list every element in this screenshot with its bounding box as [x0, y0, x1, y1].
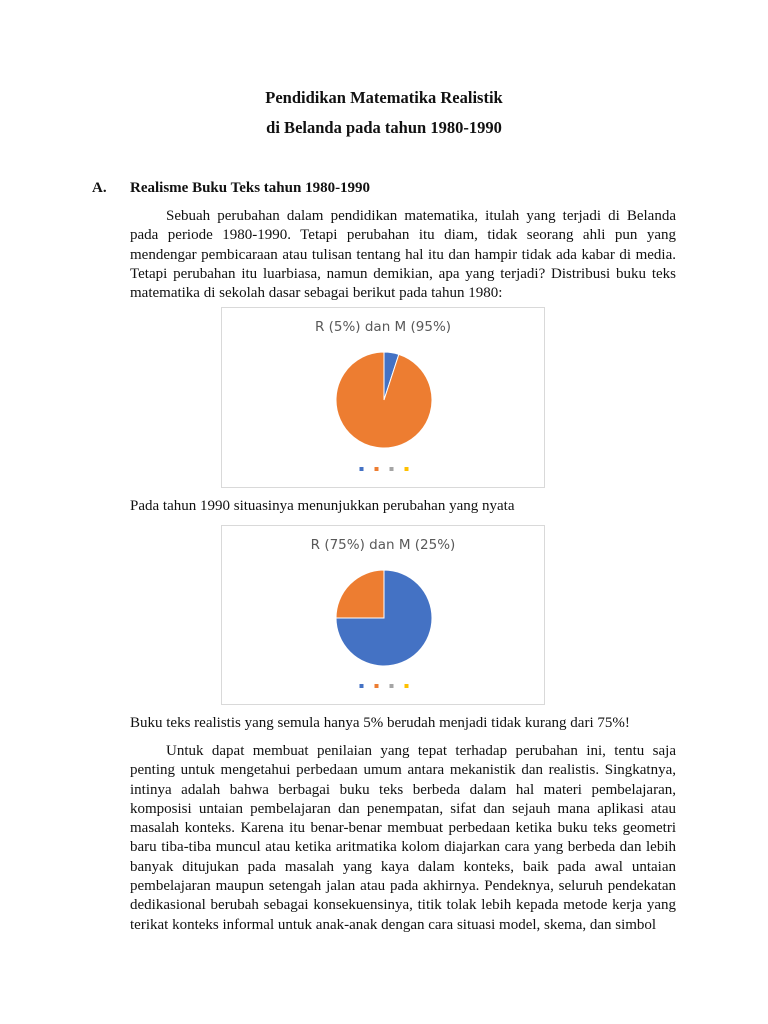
legend-marker — [405, 684, 409, 688]
paragraph-conclusion: Buku teks realistis yang semula hanya 5% berudah menjadi tidak kurang dari 75%! — [130, 715, 630, 731]
paragraph-analysis: Untuk dapat membuat penilaian yang tepat terhadap perubahan ini, tentu saja penting untuk mengetahui perbedaan umum antara mekanistik dan realistis. Singkatnya, intinya adalah bahwa berbagai buku teks berbeda dalam hal materi pembelajaran, komposisi untaian pembelajaran dan penempatan, sifat dan sejauh mana aplikasi atau masalah konteks. Karena itu benar-benar membuat perbedaan ketika buku teks geometri baru tiba-tiba muncul atau ketika aritmatika kolom diajarkan cara yang berbeda dan lebih banyak ditujukan pada masalah yang kaya dalam konteks, baik pada awal untaian pembelajaran maupun setengah jalan atau pada akhirnya. Pendeknya, seluruh pendekatan dedikasional berubah sebagai konsekuensinya, titik tolak lebih kepada metode kerja yang terikat konteks informal untuk anak-anak dengan cara situasi model, skema, dan simbol — [130, 743, 676, 933]
legend-marker — [390, 684, 394, 688]
chart-title: R (5%) dan M (95%) — [314, 319, 452, 335]
legend-marker — [375, 684, 379, 688]
paragraph-intro: Sebuah perubahan dalam pendidikan matematika, itulah yang terjadi di Belanda pada periode 1980-1990. Tetapi perubahan itu diam, tidak seorang ahli pun yang mendengar pembicaraan atau tulisan tentang hal itu dan hampir tidak ada kabar di media. Tetapi perubahan itu luarbiasa, namun demikian, apa yang terjadi? Distribusi buku teks matematika di sekolah dasar sebagai berikut pada tahun 1980: — [130, 208, 676, 302]
pie-chart-svg — [222, 308, 544, 487]
legend-marker — [405, 467, 409, 471]
legend-marker — [360, 467, 364, 471]
chart-title: R (75%) dan M (25%) — [310, 537, 456, 553]
document-title-line-2: di Belanda pada tahun 1980-1990 — [266, 118, 502, 137]
pie-slice-m — [336, 352, 432, 448]
section-number: A. — [92, 180, 107, 196]
document-title-line-1: Pendidikan Matematika Realistik — [265, 88, 503, 107]
pie-slice-m — [336, 570, 384, 618]
legend-marker — [375, 467, 379, 471]
pie-chart-1990 — [221, 525, 545, 705]
paragraph-1990-intro: Pada tahun 1990 situasinya menunjukkan perubahan yang nyata — [130, 498, 515, 514]
pie-chart-svg — [222, 526, 544, 704]
pie-chart-1980 — [221, 307, 545, 488]
section-heading: Realisme Buku Teks tahun 1980-1990 — [130, 180, 371, 196]
legend-marker — [360, 684, 364, 688]
legend-marker — [390, 467, 394, 471]
